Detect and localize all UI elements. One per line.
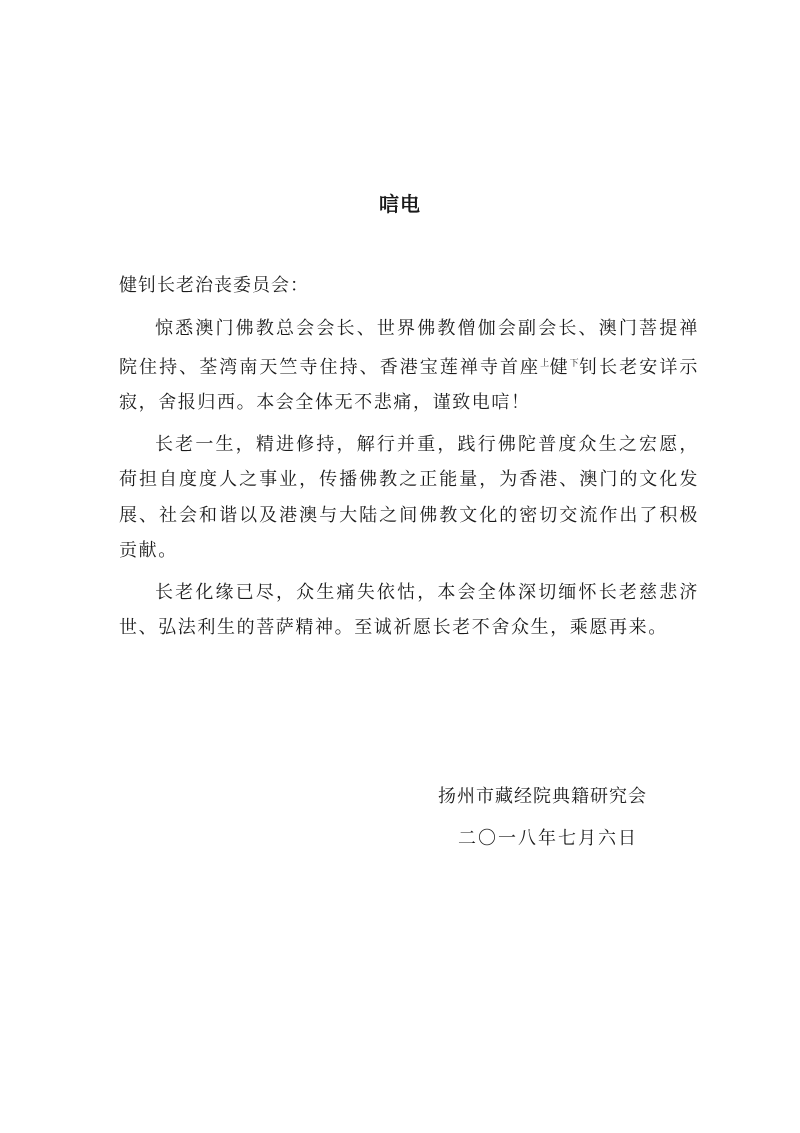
lower-mark: 下	[569, 358, 580, 369]
paragraph-1	[119, 311, 699, 421]
paragraph-1-text-b: 钊长老安详示寂，舍报归西。本会全体无不悲痛，谨致电唁！	[119, 356, 699, 413]
upper-mark: 上	[540, 358, 550, 369]
paragraph-1-name: 健	[549, 356, 570, 378]
paragraph-1-text-a: 惊悉澳门佛教总会会长、世界佛教僧伽会副会长、澳门菩提禅院住持、荃湾南天竺寺住持、香港宝莲禅寺首座	[119, 318, 699, 378]
sender-signature: 扬州市藏经院典籍研究会	[438, 786, 647, 807]
paragraph-2: 长老一生，精进修持，解行并重，践行佛陀普度众生之宏愿，荷担自度度人之事业，传播佛教之正能量，为香港、澳门的文化发展、社会和谐以及港澳与大陆之间佛教文化的密切交流作出了积极贡献。	[119, 433, 699, 561]
letter-date: 二〇一八年七月六日	[458, 828, 638, 849]
letter-body	[119, 311, 699, 652]
document-title: 唁电	[379, 192, 421, 216]
salutation: 健钊长老治丧委员会：	[119, 275, 309, 296]
paragraph-3: 长老化缘已尽，众生痛失依怙，本会全体深切缅怀长老慈悲济世、弘法利生的菩萨精神。至诚祈愿长老不舍众生，乘愿再来。	[119, 581, 699, 638]
